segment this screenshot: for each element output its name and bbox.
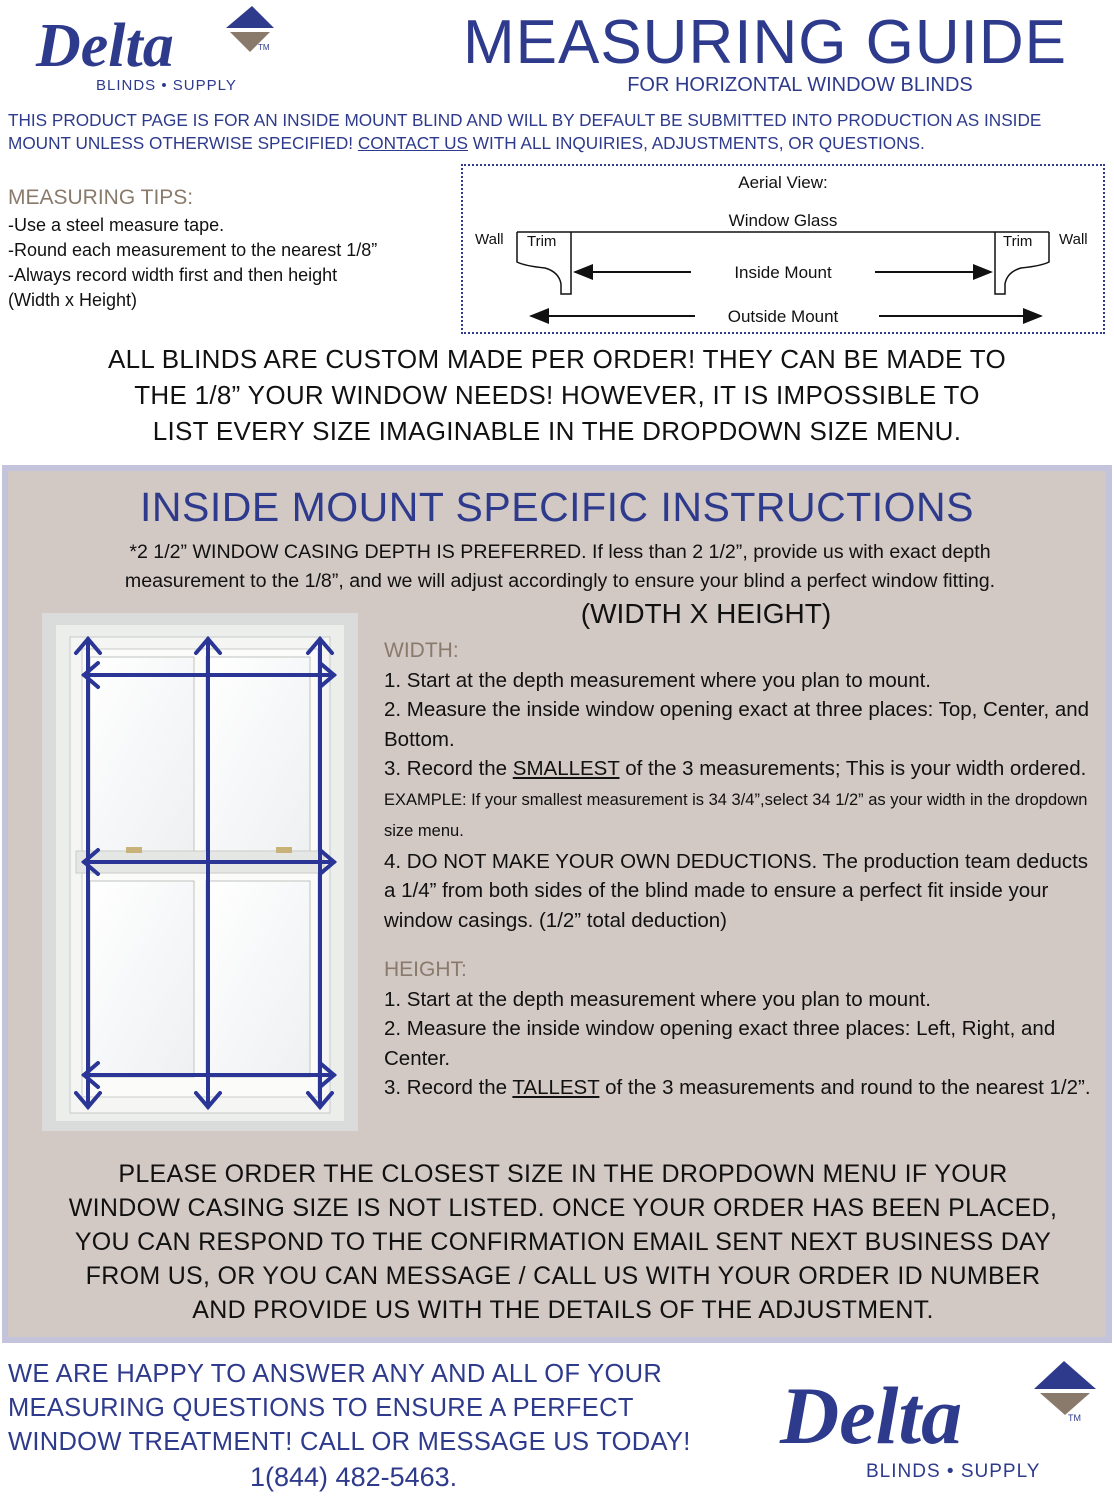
window-glass-label: Window Glass	[728, 211, 838, 230]
order-note	[18, 1157, 1108, 1327]
phone-number[interactable]: 1(844) 482-5463.	[250, 1462, 458, 1492]
tip-item: -Round each measurement to the nearest 1/8”	[8, 240, 378, 260]
brand-name: Delta	[780, 1370, 963, 1461]
trademark: TM	[1068, 1413, 1081, 1423]
tip-item: -Always record width first and then height	[8, 265, 338, 285]
order-note-line: PLEASE ORDER THE CLOSEST SIZE IN THE DROPDOWN MENU IF YOUR	[118, 1160, 1008, 1188]
width-instructions	[384, 636, 1104, 935]
width-example: EXAMPLE: If your smallest measurement is 34 3/4”,select 34 1/2” as your width in the dropdown size menu.	[384, 790, 1088, 840]
custom-made-notice	[20, 341, 1094, 449]
tips-list	[8, 213, 377, 313]
height-step-2: 2. Measure the inside window opening exact three places: Left, Right, and Center.	[384, 1017, 1056, 1070]
height-step-3: 3. Record the TALLEST of the 3 measurements and round to the nearest 1/2”.	[384, 1076, 1091, 1099]
page-title: MEASURING GUIDE	[462, 8, 1068, 77]
custom-line: ALL BLINDS ARE CUSTOM MADE PER ORDER! THEY CAN BE MADE TO	[108, 344, 1006, 374]
trim-label-left: Trim	[527, 233, 557, 250]
intro-line: *2 1/2” WINDOW CASING DEPTH IS PREFERRED. If less than 2 1/2”, provide us with exact depth	[129, 541, 991, 563]
order-note-line: YOU CAN RESPOND TO THE CONFIRMATION EMAIL SENT NEXT BUSINESS DAY	[74, 1228, 1052, 1256]
inside-mount-label: Inside Mount	[734, 263, 832, 282]
contact-us-link[interactable]: CONTACT US	[357, 133, 468, 153]
panel-title: INSIDE MOUNT SPECIFIC INSTRUCTIONS	[139, 484, 975, 530]
brand-tagline: BLINDS • SUPPLY	[866, 1461, 1041, 1482]
width-x-height-label: (WIDTH X HEIGHT)	[580, 598, 832, 629]
footer-line: MEASURING QUESTIONS TO ENSURE A PERFECT	[8, 1394, 634, 1422]
trim-label-right: Trim	[1003, 233, 1033, 250]
height-step-1: 1. Start at the depth measurement where you plan to mount.	[384, 987, 931, 1011]
inside-mount-notice	[8, 109, 1108, 155]
notice-text-1: THIS PRODUCT PAGE IS FOR AN INSIDE MOUNT BLIND AND WILL BY DEFAULT BE SUBMITTED INTO PRODUCTION AS INSIDE MOUNT UNLESS OTHERWISE SPECIFIED!	[8, 110, 1042, 153]
notice-text-2: WITH ALL INQUIRIES, ADJUSTMENTS, OR QUESTIONS.	[468, 133, 925, 153]
aerial-title: Aerial View:	[738, 173, 828, 192]
brand-name: Delta	[36, 12, 174, 80]
tallest-emphasis: TALLEST	[512, 1076, 600, 1099]
height-instructions	[384, 955, 1104, 1103]
footer-line: WINDOW TREATMENT! CALL OR MESSAGE US TODAY!	[8, 1428, 691, 1456]
smallest-emphasis: SMALLEST	[512, 757, 620, 780]
width-step-1: 1. Start at the depth measurement where you plan to mount.	[384, 668, 931, 692]
footer-line: WE ARE HAPPY TO ANSWER ANY AND ALL OF YOUR	[8, 1360, 663, 1388]
tip-item: -Use a steel measure tape.	[8, 215, 225, 235]
custom-line: THE 1/8” YOUR WINDOW NEEDS! HOWEVER, IT IS IMPOSSIBLE TO	[134, 380, 980, 410]
page-subtitle: FOR HORIZONTAL WINDOW BLINDS	[627, 74, 973, 96]
order-note-line: WINDOW CASING SIZE IS NOT LISTED. ONCE YOUR ORDER HAS BEEN PLACED,	[68, 1194, 1058, 1222]
order-note-line: FROM US, OR YOU CAN MESSAGE / CALL US WITH YOUR ORDER ID NUMBER	[85, 1262, 1041, 1290]
window-measure-illustration	[42, 613, 358, 1131]
wall-label-right: Wall	[1059, 231, 1088, 248]
tips-heading: MEASURING TIPS:	[8, 186, 194, 209]
width-heading: WIDTH:	[384, 639, 459, 662]
width-step-4: 4. DO NOT MAKE YOUR OWN DEDUCTIONS. The production team deducts a 1/4” from both sides of the blind made to ensure a perfect fit inside your window casings. (1/2” total deduction)	[384, 849, 1089, 932]
intro-line: measurement to the 1/8”, and we will adjust accordingly to ensure your blind a perfect window fitting.	[124, 570, 996, 592]
delta-logo-footer	[770, 1355, 1100, 1485]
brand-tagline: BLINDS • SUPPLY	[96, 77, 237, 94]
trademark: TM	[258, 43, 270, 52]
order-note-line: AND PROVIDE US WITH THE DETAILS OF THE ADJUSTMENT.	[192, 1296, 934, 1324]
outside-mount-label: Outside Mount	[727, 307, 839, 326]
aerial-view-diagram	[461, 164, 1105, 334]
delta-logo	[18, 4, 278, 96]
width-step-3: 3. Record the SMALLEST of the 3 measurements; This is your width ordered. EXAMPLE: If your smallest measurement is 34 3/4”,select 34 1/2” as your width in the dropdown size menu.	[384, 757, 1088, 840]
footer-message	[8, 1357, 768, 1459]
tip-item: (Width x Height)	[8, 290, 138, 310]
custom-line: LIST EVERY SIZE IMAGINABLE IN THE DROPDOWN SIZE MENU.	[152, 416, 962, 446]
width-step-2: 2. Measure the inside window opening exact at three places: Top, Center, and Bottom.	[384, 698, 1090, 751]
wall-label-left: Wall	[475, 231, 504, 248]
panel-intro	[10, 538, 1110, 596]
height-heading: HEIGHT:	[384, 958, 467, 981]
